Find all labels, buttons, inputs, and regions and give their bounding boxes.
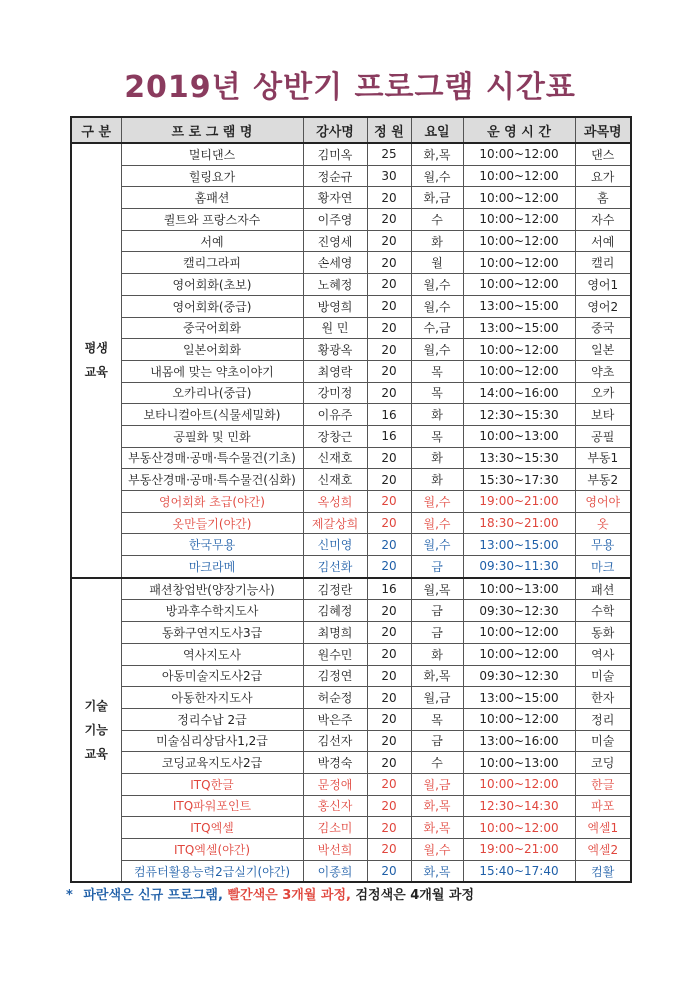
days-cell: 화 [411,447,463,469]
capacity-cell: 20 [367,295,411,317]
time-cell: 10:00~12:00 [463,187,575,209]
time-cell: 10:00~12:00 [463,143,575,165]
footnote-black-text: 검정색은 4개월 과정 [355,888,475,903]
subject-cell: 엑셀2 [575,839,631,861]
capacity-cell: 20 [367,512,411,534]
instructor-cell: 신재호 [303,469,367,491]
table-row [71,773,631,795]
instructor-cell: 노혜정 [303,274,367,296]
program-cell: 캘리그라피 [121,252,303,274]
instructor-cell: 박은주 [303,708,367,730]
time-cell: 15:40~17:40 [463,860,575,882]
table-row [71,339,631,361]
instructor-cell: 이유주 [303,404,367,426]
subject-cell: 약초 [575,360,631,382]
program-cell: 홈패션 [121,187,303,209]
capacity-cell: 20 [367,274,411,296]
capacity-cell: 20 [367,643,411,665]
time-cell: 19:00~21:00 [463,491,575,513]
time-cell: 14:00~16:00 [463,382,575,404]
subject-cell: 영어1 [575,274,631,296]
instructor-cell: 홍신자 [303,795,367,817]
capacity-cell: 20 [367,360,411,382]
instructor-cell: 방영희 [303,295,367,317]
instructor-cell: 원 민 [303,317,367,339]
program-cell: 방과후수학지도사 [121,600,303,622]
days-cell: 월,수 [411,512,463,534]
instructor-cell: 장창근 [303,425,367,447]
program-cell: 정리수납 2급 [121,708,303,730]
time-cell: 09:30~12:30 [463,600,575,622]
capacity-cell: 20 [367,252,411,274]
time-cell: 10:00~12:00 [463,252,575,274]
time-cell: 09:30~12:30 [463,665,575,687]
capacity-cell: 30 [367,165,411,187]
capacity-cell: 16 [367,404,411,426]
days-cell: 월,수 [411,491,463,513]
subject-cell: 중국 [575,317,631,339]
table-row [71,860,631,882]
days-cell: 금 [411,622,463,644]
instructor-cell: 김정란 [303,578,367,600]
instructor-cell: 옥성희 [303,491,367,513]
table-row [71,274,631,296]
time-cell: 10:00~12:00 [463,708,575,730]
days-cell: 금 [411,600,463,622]
table-row [71,643,631,665]
time-cell: 10:00~13:00 [463,425,575,447]
category-cell: 평생 교육 [71,143,121,578]
subject-cell: 한글 [575,773,631,795]
subject-cell: 수학 [575,600,631,622]
instructor-cell: 강미정 [303,382,367,404]
time-cell: 13:00~15:00 [463,295,575,317]
subject-cell: 자수 [575,209,631,231]
time-cell: 10:00~12:00 [463,817,575,839]
program-cell: 코딩교육지도사2급 [121,752,303,774]
header-program: 프 로 그 램 명 [121,117,303,143]
subject-cell: 부동1 [575,447,631,469]
subject-cell: 공필 [575,425,631,447]
time-cell: 19:00~21:00 [463,839,575,861]
schedule-body [71,143,631,882]
instructor-cell: 원수민 [303,643,367,665]
days-cell: 화,목 [411,665,463,687]
days-cell: 수,금 [411,317,463,339]
header-row [71,117,631,143]
days-cell: 화 [411,469,463,491]
table-row [71,143,631,165]
time-cell: 10:00~12:00 [463,622,575,644]
instructor-cell: 이종희 [303,860,367,882]
time-cell: 13:30~15:30 [463,447,575,469]
days-cell: 화,목 [411,817,463,839]
time-cell: 10:00~12:00 [463,165,575,187]
table-row [71,622,631,644]
subject-cell: 무용 [575,534,631,556]
capacity-cell: 20 [367,752,411,774]
program-cell: ITQ엑셀 [121,817,303,839]
time-cell: 13:00~15:00 [463,534,575,556]
subject-cell: 동화 [575,622,631,644]
header-category: 구 분 [71,117,121,143]
instructor-cell: 정순규 [303,165,367,187]
instructor-cell: 이주영 [303,209,367,231]
table-row [71,752,631,774]
time-cell: 18:30~21:00 [463,512,575,534]
table-row [71,730,631,752]
days-cell: 화 [411,404,463,426]
table-row [71,165,631,187]
subject-cell: 서예 [575,230,631,252]
subject-cell: 정리 [575,708,631,730]
capacity-cell: 20 [367,730,411,752]
table-row [71,425,631,447]
program-cell: 멀티댄스 [121,143,303,165]
table-row [71,578,631,600]
header-time: 운 영 시 간 [463,117,575,143]
program-cell: 힐링요가 [121,165,303,187]
instructor-cell: 김선자 [303,730,367,752]
days-cell: 목 [411,708,463,730]
subject-cell: 영어2 [575,295,631,317]
subject-cell: 엑셀1 [575,817,631,839]
time-cell: 12:30~15:30 [463,404,575,426]
subject-cell: 마크 [575,556,631,578]
table-row [71,795,631,817]
instructor-cell: 최명희 [303,622,367,644]
days-cell: 목 [411,382,463,404]
program-cell: 보타니컬아트(식물세밀화) [121,404,303,426]
program-cell: 서예 [121,230,303,252]
subject-cell: 코딩 [575,752,631,774]
program-cell: 일본어회화 [121,339,303,361]
capacity-cell: 20 [367,209,411,231]
subject-cell: 영어야 [575,491,631,513]
schedule-table [70,116,632,883]
program-cell: 역사지도사 [121,643,303,665]
days-cell: 월,수 [411,339,463,361]
header-days: 요일 [411,117,463,143]
table-row [71,187,631,209]
days-cell: 수 [411,209,463,231]
instructor-cell: 김선화 [303,556,367,578]
time-cell: 12:30~14:30 [463,795,575,817]
time-cell: 10:00~12:00 [463,360,575,382]
days-cell: 목 [411,360,463,382]
program-cell: ITQ엑셀(야간) [121,839,303,861]
capacity-cell: 16 [367,578,411,600]
capacity-cell: 20 [367,687,411,709]
capacity-cell: 20 [367,469,411,491]
instructor-cell: 김소미 [303,817,367,839]
capacity-cell: 16 [367,425,411,447]
capacity-cell: 20 [367,230,411,252]
subject-cell: 요가 [575,165,631,187]
days-cell: 화,목 [411,795,463,817]
header-instructor: 강사명 [303,117,367,143]
instructor-cell: 최영락 [303,360,367,382]
table-row [71,230,631,252]
table-row [71,687,631,709]
instructor-cell: 김혜정 [303,600,367,622]
table-row [71,512,631,534]
time-cell: 10:00~13:00 [463,752,575,774]
subject-cell: 옷 [575,512,631,534]
footnote-blue-text: 파란색은 신규 프로그램, [83,888,223,903]
program-cell: 내몸에 맞는 약초이야기 [121,360,303,382]
days-cell: 월 [411,252,463,274]
days-cell: 월,목 [411,578,463,600]
time-cell: 10:00~12:00 [463,274,575,296]
instructor-cell: 허순정 [303,687,367,709]
instructor-cell: 신미영 [303,534,367,556]
table-row [71,491,631,513]
table-row [71,404,631,426]
subject-cell: 미술 [575,730,631,752]
page-title: 2019년 상반기 프로그램 시간표 [124,70,576,105]
instructor-cell: 박선희 [303,839,367,861]
time-cell: 09:30~11:30 [463,556,575,578]
program-cell: 마크라메 [121,556,303,578]
capacity-cell: 20 [367,447,411,469]
capacity-cell: 20 [367,600,411,622]
subject-cell: 부동2 [575,469,631,491]
capacity-cell: 20 [367,491,411,513]
days-cell: 월,수 [411,534,463,556]
program-cell: 미술심리상담사1,2급 [121,730,303,752]
instructor-cell: 박경숙 [303,752,367,774]
subject-cell: 파포 [575,795,631,817]
subject-cell: 캘리 [575,252,631,274]
capacity-cell: 20 [367,860,411,882]
days-cell: 월,수 [411,839,463,861]
program-cell: 패션창업반(양장기능사) [121,578,303,600]
time-cell: 10:00~12:00 [463,209,575,231]
table-row [71,447,631,469]
days-cell: 월,수 [411,165,463,187]
time-cell: 13:00~15:00 [463,687,575,709]
time-cell: 13:00~15:00 [463,317,575,339]
program-cell: 영어회화(중급) [121,295,303,317]
subject-cell: 홈 [575,187,631,209]
instructor-cell: 신재호 [303,447,367,469]
program-cell: 옷만들기(야간) [121,512,303,534]
table-row [71,360,631,382]
subject-cell: 댄스 [575,143,631,165]
instructor-cell: 문정애 [303,773,367,795]
capacity-cell: 20 [367,382,411,404]
table-row [71,665,631,687]
table-row [71,469,631,491]
time-cell: 10:00~12:00 [463,643,575,665]
days-cell: 월,수 [411,295,463,317]
capacity-cell: 20 [367,708,411,730]
program-cell: 한국무용 [121,534,303,556]
subject-cell: 컴활 [575,860,631,882]
days-cell: 금 [411,730,463,752]
days-cell: 화,목 [411,860,463,882]
days-cell: 월,수 [411,274,463,296]
table-row [71,382,631,404]
time-cell: 13:00~16:00 [463,730,575,752]
program-cell: ITQ한글 [121,773,303,795]
subject-cell: 일본 [575,339,631,361]
days-cell: 화 [411,230,463,252]
capacity-cell: 20 [367,795,411,817]
instructor-cell: 황자연 [303,187,367,209]
table-row [71,209,631,231]
program-cell: 아동미술지도사2급 [121,665,303,687]
category-cell: 기술 기능 교육 [71,578,121,883]
program-cell: 오카리나(중급) [121,382,303,404]
table-row [71,317,631,339]
program-cell: 부동산경매·공매·특수물건(기초) [121,447,303,469]
capacity-cell: 20 [367,534,411,556]
table-row [71,817,631,839]
capacity-cell: 20 [367,839,411,861]
table-row [71,556,631,578]
capacity-cell: 20 [367,622,411,644]
header-subject: 과목명 [575,117,631,143]
table-row [71,295,631,317]
days-cell: 월,금 [411,687,463,709]
program-cell: 부동산경매·공매·특수물건(심화) [121,469,303,491]
days-cell: 목 [411,425,463,447]
subject-cell: 한자 [575,687,631,709]
instructor-cell: 황광옥 [303,339,367,361]
program-cell: 컴퓨터활용능력2급실기(야간) [121,860,303,882]
capacity-cell: 20 [367,817,411,839]
program-cell: 영어회화 초급(야간) [121,491,303,513]
instructor-cell: 제갈상희 [303,512,367,534]
table-row [71,252,631,274]
header-capacity: 정 원 [367,117,411,143]
instructor-cell: 김미옥 [303,143,367,165]
capacity-cell: 20 [367,339,411,361]
capacity-cell: 20 [367,187,411,209]
time-cell: 10:00~12:00 [463,339,575,361]
days-cell: 수 [411,752,463,774]
subject-cell: 패션 [575,578,631,600]
instructor-cell: 진영세 [303,230,367,252]
program-cell: 공필화 및 민화 [121,425,303,447]
program-cell: 동화구연지도사3급 [121,622,303,644]
instructor-cell: 김정연 [303,665,367,687]
capacity-cell: 25 [367,143,411,165]
time-cell: 15:30~17:30 [463,469,575,491]
subject-cell: 보타 [575,404,631,426]
capacity-cell: 20 [367,317,411,339]
days-cell: 화 [411,643,463,665]
program-cell: 아동한자지도사 [121,687,303,709]
days-cell: 화,목 [411,143,463,165]
days-cell: 화,금 [411,187,463,209]
table-row [71,708,631,730]
legend-footnote [66,884,474,903]
program-cell: ITQ파워포인트 [121,795,303,817]
program-cell: 퀼트와 프랑스자수 [121,209,303,231]
capacity-cell: 20 [367,556,411,578]
subject-cell: 미술 [575,665,631,687]
time-cell: 10:00~13:00 [463,578,575,600]
table-row [71,600,631,622]
table-row [71,839,631,861]
days-cell: 월,금 [411,773,463,795]
time-cell: 10:00~12:00 [463,230,575,252]
program-cell: 중국어회화 [121,317,303,339]
capacity-cell: 20 [367,665,411,687]
subject-cell: 역사 [575,643,631,665]
subject-cell: 오카 [575,382,631,404]
footnote-star: * [66,888,73,903]
table-row [71,534,631,556]
program-cell: 영어회화(초보) [121,274,303,296]
instructor-cell: 손세영 [303,252,367,274]
time-cell: 10:00~12:00 [463,773,575,795]
days-cell: 금 [411,556,463,578]
footnote-red-text: 빨간색은 3개월 과정, [227,888,351,903]
capacity-cell: 20 [367,773,411,795]
